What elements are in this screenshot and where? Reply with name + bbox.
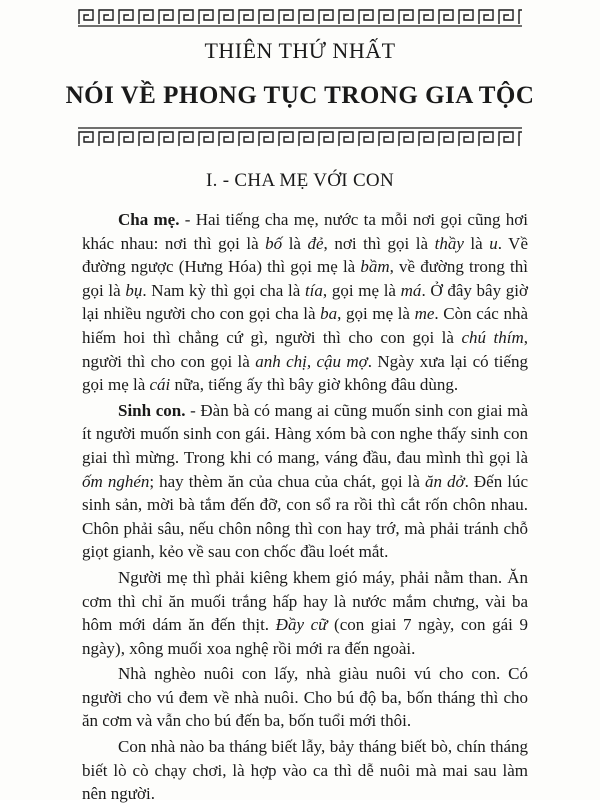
- text-run: ; hay thèm ăn của chua của chát, gọi là: [149, 471, 425, 491]
- text-run: Nhà nghèo nuôi con lấy, nhà giàu nuôi vú cho con. Có người cho vú đem về nhà nuôi. Cho bú độ ba, bốn tháng thì cho ăn cơm và vẫn cho bú đến ba, bốn tuổi mới thôi.: [82, 664, 528, 731]
- italic-term: u: [489, 233, 498, 253]
- text-run: , gọi mẹ là: [337, 304, 415, 324]
- paragraph-nguoi-me: [82, 566, 528, 660]
- italic-term: cái: [149, 375, 171, 395]
- italic-term: me: [414, 304, 435, 324]
- italic-term: chú thím: [461, 327, 524, 347]
- italic-term: má: [400, 280, 422, 300]
- italic-term: bầm: [360, 257, 390, 277]
- text-run: là: [463, 233, 490, 253]
- text-run: , người thì cho con gọi là: [82, 327, 528, 371]
- text-run: . Ở đây bây giờ lại nhiều người cho con gọi cha là: [82, 280, 528, 324]
- paragraph-lead: Sinh con.: [118, 400, 186, 420]
- paragraph-nha-ngheo: [82, 662, 528, 733]
- greek-key-top-icon: [78, 6, 522, 28]
- text-run: , gọi mẹ là: [322, 280, 401, 300]
- greek-key-bottom-icon: [78, 126, 522, 148]
- text-run: . Về đường ngược (Hưng Hóa) thì gọi mẹ là: [82, 233, 528, 277]
- text-run: . Ngày xưa lại có tiếng gọi mẹ là: [82, 351, 528, 395]
- text-run: nữa, tiếng ấy thì bây giờ không đâu dùng.: [170, 375, 459, 395]
- text-run: , về đường trong thì gọi là: [82, 257, 528, 300]
- text-run: (con giai 7 ngày, con gái 9 ngày), xông muối xoa nghệ rồi mới ra đến ngoài.: [82, 615, 528, 658]
- text-run: Con nhà nào ba tháng biết lẫy, bảy tháng biết bò, chín tháng biết lò cò chạy chơi, là hợp vào ca thì dễ nuôi mà mai sau làm nên người.: [82, 737, 528, 804]
- paragraph-lead: Cha mẹ.: [118, 210, 180, 229]
- part-title: THIÊN THỨ NHẤT: [204, 38, 396, 63]
- text-run: Người mẹ thì phải kiêng khem gió máy, phải nằm than. Ăn cơm thì chỉ ăn muối trắng hấp hay là nước mắm chưng, vài ba hôm mới dám ăn đến thịt.: [82, 567, 528, 635]
- italic-term: anh chị, cậu mợ: [255, 351, 368, 371]
- book-title: NÓI VỀ PHONG TỤC TRONG GIA TỘC: [65, 82, 535, 109]
- italic-term: tía: [304, 280, 323, 300]
- text-run: . Còn các nhà hiếm hoi thì chẳng cứ gì, người thì cho con gọi là: [82, 304, 528, 347]
- text-run: . Nam kỳ thì gọi cha là: [142, 280, 305, 300]
- italic-term: Đầy cữ: [275, 615, 328, 635]
- italic-term: ba: [320, 304, 338, 324]
- section-heading: I. - CHA MẸ VỚI CON: [206, 170, 394, 191]
- text-run: là: [282, 233, 308, 253]
- italic-term: thầy: [434, 233, 464, 253]
- paragraph-sinh-con: [82, 399, 528, 564]
- italic-term: bố: [265, 233, 283, 253]
- body-text: [82, 208, 528, 808]
- paragraph-con-nha-nao: [82, 735, 528, 806]
- text-run: . Đến lúc sinh sản, mời bà tắm đến đỡ, con sổ ra rồi thì cắt rốn chôn nhau. Chôn phải sâu, nếu chôn nông thì con hay trớ, mà phải tránh chỗ giọt gianh, kẻo về sau con chốc đầu loét mắt.: [82, 471, 529, 562]
- text-run: - Hai tiếng cha mẹ, nước ta mỗi nơi gọi cũng hơi khác nhau: nơi thì gọi là: [82, 210, 528, 253]
- text-run: , nơi thì gọi là: [323, 233, 435, 253]
- italic-term: đẻ: [307, 233, 324, 253]
- italic-term: ốm nghén: [82, 471, 150, 491]
- italic-term: ăn dở: [424, 471, 465, 491]
- top-ornament-border: [78, 6, 522, 28]
- italic-term: bụ: [125, 280, 143, 300]
- text-run: - Đàn bà có mang ai cũng muốn sinh con giai mà ít người muốn sinh con gái. Hàng xóm bà con nghe thấy sinh con giai thì mừng. Trong khi có mang, váng đầu, đau mình thì gọi là: [82, 400, 528, 467]
- bottom-ornament-border: [78, 126, 522, 148]
- paragraph-cha-me: [82, 208, 528, 397]
